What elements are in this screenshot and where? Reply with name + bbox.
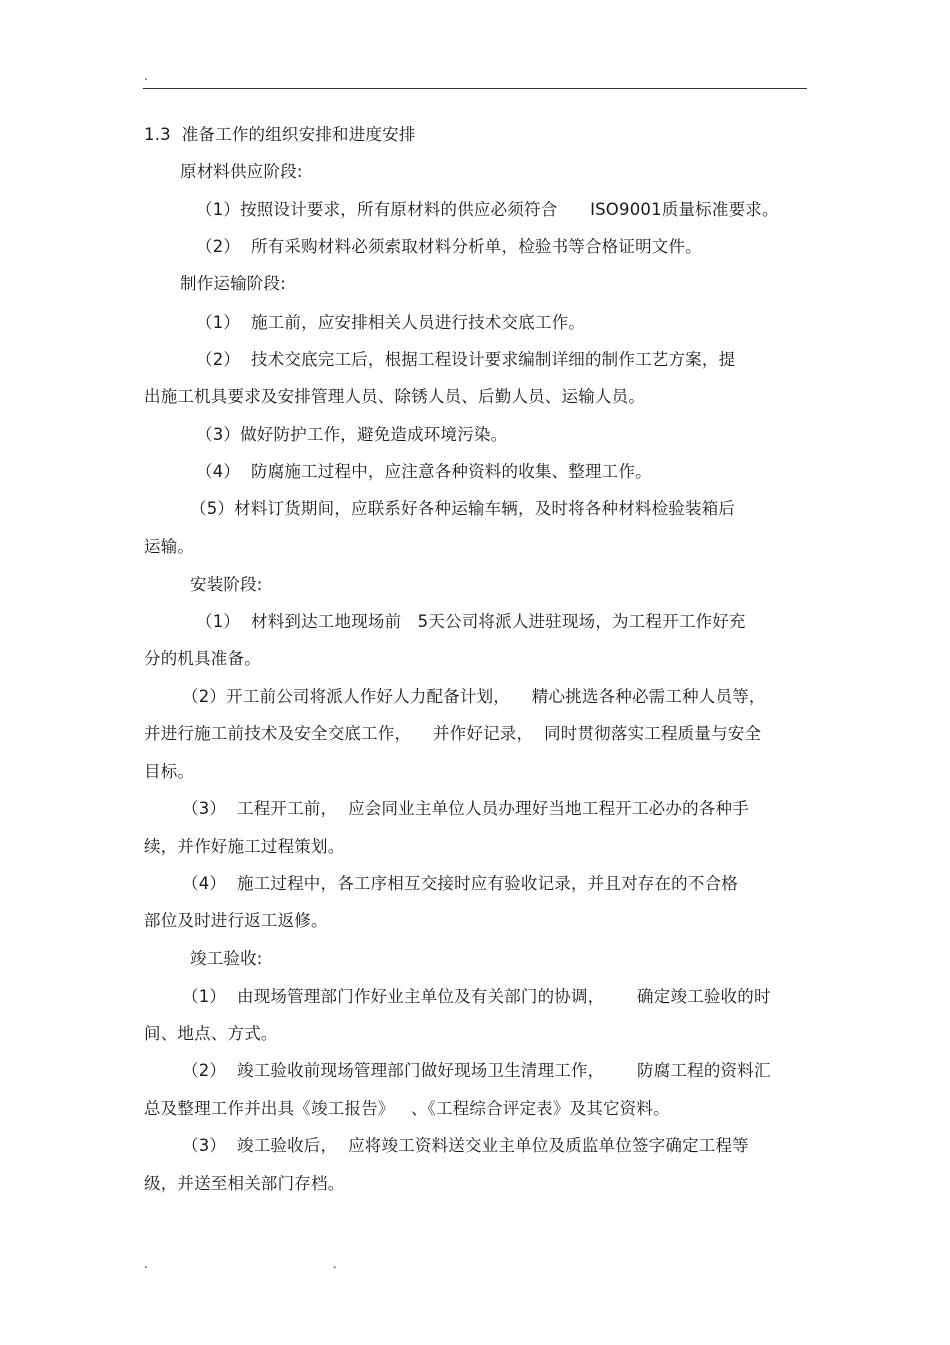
paragraph-line: 竣工验收: bbox=[190, 949, 263, 968]
paragraph-line: 部位及时进行返工返修。 bbox=[144, 911, 328, 930]
footer-dot-left: . bbox=[144, 1257, 148, 1271]
paragraph-line: 分的机具准备。 bbox=[144, 649, 261, 668]
paragraph-line: 总及整理工作并出具《竣工报告》 、《工程综合评定表》及其它资料。 bbox=[144, 1099, 670, 1118]
paragraph-line: 间、地点、方式。 bbox=[144, 1024, 278, 1043]
paragraph-line: （3） 竣工验收后， 应将竣工资料送交业主单位及质监单位签字确定工程等 bbox=[182, 1136, 749, 1155]
header-dot: . bbox=[144, 69, 148, 83]
paragraph-line: （2） 所有采购材料必须索取材料分析单，检验书等合格证明文件。 bbox=[196, 237, 702, 256]
paragraph-line: 级，并送至相关部门存档。 bbox=[144, 1174, 345, 1193]
paragraph-line: （3）做好防护工作，避免造成环境污染。 bbox=[196, 425, 508, 444]
paragraph-line: 原材料供应阶段: bbox=[180, 162, 303, 181]
section-title: 1.3 准备工作的组织安排和进度安排 bbox=[144, 125, 416, 144]
paragraph-line: （4） 防腐施工过程中，应注意各种资料的收集、整理工作。 bbox=[196, 462, 652, 481]
header-rule bbox=[143, 88, 807, 89]
paragraph-line: （1） 由现场管理部门作好业主单位及有关部门的协调， 确定竣工验收的时 bbox=[182, 987, 771, 1006]
paragraph-line: 出施工机具要求及安排管理人员、除锈人员、后勤人员、运输人员。 bbox=[144, 387, 645, 406]
paragraph-line: 运输。 bbox=[144, 537, 195, 556]
footer-dot-right: . bbox=[333, 1257, 337, 1271]
paragraph-line: （2） 技术交底完工后，根据工程设计要求编制详细的制作工艺方案，提 bbox=[196, 350, 736, 369]
paragraph-line: （1）按照设计要求，所有原材料的供应必须符合 ISO9001质量标准要求。 bbox=[196, 200, 779, 219]
paragraph-line: 并进行施工前技术及安全交底工作， 并作好记录， 同时贯彻落实工程质量与安全 bbox=[144, 724, 762, 743]
paragraph-line: 安装阶段: bbox=[190, 575, 263, 594]
paragraph-line: （4） 施工过程中，各工序相互交接时应有验收记录，并且对存在的不合格 bbox=[182, 874, 738, 893]
paragraph-line: （5）材料订货期间，应联系好各种运输车辆，及时将各种材料检验装箱后 bbox=[190, 499, 736, 518]
paragraph-line: （2） 竣工验收前现场管理部门做好现场卫生清理工作， 防腐工程的资料汇 bbox=[182, 1061, 771, 1080]
paragraph-line: （1） 施工前，应安排相关人员进行技术交底工作。 bbox=[196, 313, 585, 332]
paragraph-line: （3） 工程开工前， 应会同业主单位人员办理好当地工程开工必办的各种手 bbox=[182, 799, 749, 818]
paragraph-line: 制作运输阶段: bbox=[180, 274, 286, 293]
paragraph-line: 续，并作好施工过程策划。 bbox=[144, 837, 345, 856]
paragraph-line: （1） 材料到达工地现场前 5天公司将派人进驻现场，为工程开工作好充 bbox=[196, 612, 746, 631]
paragraph-line: （2）开工前公司将派人作好人力配备计划， 精心挑选各种必需工种人员等， bbox=[182, 687, 766, 706]
paragraph-line: 目标。 bbox=[144, 762, 195, 781]
